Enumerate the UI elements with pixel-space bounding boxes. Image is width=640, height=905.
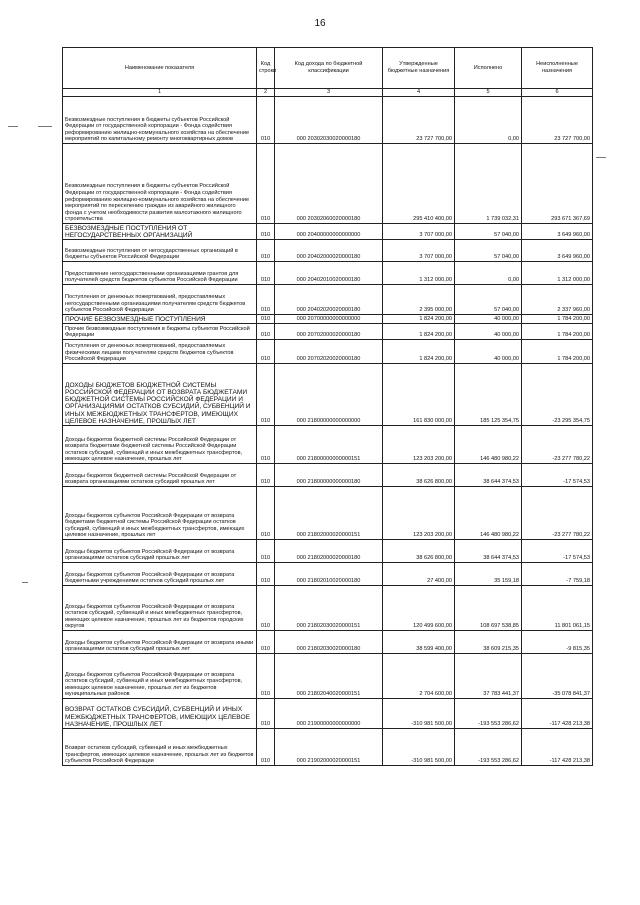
approved-cell: -310 981 500,00 [383,729,455,766]
approved-cell: 161 830 000,00 [383,364,455,426]
income-code-cell: 000 21902000020000151 [275,729,383,766]
name-cell: Доходы бюджетов бюджетной системы Российской Федерации от возврата организациями остатков субсидий прошлых лет [63,464,257,487]
unexecuted-cell: -7 759,18 [522,563,593,586]
executed-cell: 0,00 [455,262,522,285]
approved-cell: 2 704 600,00 [383,654,455,699]
line-code-cell: 010 [257,464,275,487]
name-cell: ВОЗВРАТ ОСТАТКОВ СУБСИДИЙ, СУБВЕНЦИЙ И ИНЫХ МЕЖБЮДЖЕТНЫХ ТРАНСФЕРТОВ, ИМЕЮЩИХ ЦЕЛЕВОЕ НАЗНАЧЕНИЕ, ПРОШЛЫХ ЛЕТ [63,699,257,729]
income-code-cell: 000 20400000000000000 [275,224,383,240]
unexecuted-cell: 1 784 200,00 [522,340,593,364]
name-cell: Доходы бюджетов бюджетной системы Российской Федерации от возврата бюджетами бюджетной системы Российской Федерации остатков субсидий, субвенций и иных межбюджетных трансфертов, имеющих целевое назначение, прошлых лет [63,426,257,464]
unexecuted-cell: 293 671 367,69 [522,144,593,224]
executed-cell: 108 697 538,85 [455,586,522,631]
income-code-cell: 000 21802040020000151 [275,654,383,699]
name-cell: Прочие безвозмездные поступления в бюджеты субъектов Российской Федерации [63,324,257,340]
income-code-cell: 000 20302030020000180 [275,97,383,144]
executed-cell: 38 644 374,53 [455,464,522,487]
approved-cell: 38 626 800,00 [383,464,455,487]
header-executed: Исполнено [455,48,522,89]
unexecuted-cell: -17 574,53 [522,540,593,563]
report-table [62,47,593,766]
approved-cell: 23 727 700,00 [383,97,455,144]
line-code-cell: 010 [257,699,275,729]
unexecuted-cell: -23 295 354,75 [522,364,593,426]
executed-cell: 57 040,00 [455,285,522,315]
line-code-cell: 010 [257,487,275,540]
line-code-cell: 010 [257,563,275,586]
unexecuted-cell: 11 801 061,15 [522,586,593,631]
line-code-cell: 010 [257,97,275,144]
executed-cell: 0,00 [455,97,522,144]
line-code-cell: 010 [257,240,275,262]
name-cell: Возврат остатков субсидий, субвенций и иных межбюджетных трансфертов, имеющих целевое назначение, прошлых лет из бюджетов субъектов Российской Федерации [63,729,257,766]
table-row [63,324,593,340]
table-body [63,97,593,766]
unexecuted-cell: -117 428 213,38 [522,729,593,766]
approved-cell: 38 599 400,00 [383,631,455,654]
income-code-cell: 000 21800000000000180 [275,464,383,487]
unexecuted-cell: 2 337 960,00 [522,285,593,315]
income-code-cell: 000 21802010020000180 [275,563,383,586]
table-row [63,144,593,224]
name-cell: Доходы бюджетов субъектов Российской Федерации от возврата остатков субсидий, субвенций и иных межбюджетных трансфертов, имеющих целевое назначение, прошлых лет из бюджетов муниципальных районов [63,654,257,699]
unexecuted-cell: -117 428 213,38 [522,699,593,729]
approved-cell: 1 824 200,00 [383,340,455,364]
income-code-cell: 000 20402010020000180 [275,262,383,285]
unexecuted-cell: 1 784 200,00 [522,324,593,340]
header-name: Наименование показателя [63,48,257,89]
executed-cell: 35 159,18 [455,563,522,586]
line-code-cell: 010 [257,340,275,364]
unexecuted-cell: 1 784 200,00 [522,315,593,324]
table-header [63,48,593,97]
table-row [63,426,593,464]
column-number: 2 [257,89,275,97]
column-number: 6 [522,89,593,97]
column-number: 3 [275,89,383,97]
line-code-cell: 010 [257,144,275,224]
executed-cell: -193 553 286,62 [455,699,522,729]
column-numbers-row [63,89,593,97]
header-approved: Утвержденные бюджетные назначения [383,48,455,89]
line-code-cell: 010 [257,586,275,631]
name-cell: Доходы бюджетов субъектов Российской Федерации от возврата иными организациями остатков субсидий прошлых лет [63,631,257,654]
unexecuted-cell: -9 815,35 [522,631,593,654]
income-code-cell: 000 21800000000000000 [275,364,383,426]
approved-cell: 27 400,00 [383,563,455,586]
executed-cell: 185 125 354,75 [455,364,522,426]
column-number: 1 [63,89,257,97]
unexecuted-cell: -17 574,53 [522,464,593,487]
column-number: 4 [383,89,455,97]
executed-cell: 146 480 980,22 [455,426,522,464]
table-row [63,487,593,540]
scan-mark [38,126,52,127]
unexecuted-cell: 3 649 960,00 [522,224,593,240]
table-row [63,240,593,262]
approved-cell: 38 626 800,00 [383,540,455,563]
approved-cell: 2 395 000,00 [383,285,455,315]
income-code-cell: 000 20402020020000180 [275,285,383,315]
line-code-cell: 010 [257,729,275,766]
income-code-cell: 000 21802030020000180 [275,631,383,654]
approved-cell: 1 312 000,00 [383,262,455,285]
line-code-cell: 010 [257,364,275,426]
table-row [63,315,593,324]
approved-cell: 1 824 200,00 [383,315,455,324]
table-row [63,654,593,699]
column-number: 5 [455,89,522,97]
table-row [63,97,593,144]
line-code-cell: 010 [257,315,275,324]
income-code-cell: 000 21802000020000151 [275,487,383,540]
executed-cell: 38 609 215,35 [455,631,522,654]
name-cell: Предоставление негосударственными организациями грантов для получателей средств бюджетов субъектов Российской Федерации [63,262,257,285]
income-code-cell: 000 21802030020000151 [275,586,383,631]
executed-cell: -193 553 286,62 [455,729,522,766]
approved-cell: 1 824 200,00 [383,324,455,340]
name-cell: БЕЗВОЗМЕЗДНЫЕ ПОСТУПЛЕНИЯ ОТ НЕГОСУДАРСТВЕННЫХ ОРГАНИЗАЦИЙ [63,224,257,240]
name-cell: Поступления от денежных пожертвований, предоставляемых негосударственными организациями получателям средств бюджетов субъектов Российской Федерации [63,285,257,315]
name-cell: Доходы бюджетов субъектов Российской Федерации от возврата бюджетными учреждениями остатков субсидий прошлых лет [63,563,257,586]
table-row [63,285,593,315]
table-row [63,699,593,729]
name-cell: Доходы бюджетов субъектов Российской Федерации от возврата организациями остатков субсидий прошлых лет [63,540,257,563]
table-row [63,340,593,364]
name-cell: Поступления от денежных пожертвований, предоставляемых физическими лицами получателям средств бюджетов субъектов Российской Федерации [63,340,257,364]
header-income-code: Код дохода по бюджетной классификации [275,48,383,89]
executed-cell: 40 000,00 [455,324,522,340]
executed-cell: 40 000,00 [455,315,522,324]
name-cell: Безвозмездные поступления в бюджеты субъектов Российской Федерации от государственной корпорации - Фонда содействия реформированию жилищно-коммунального хозяйства на обеспечение мероприятий по капитальному ремонту многоквартирных домов [63,97,257,144]
income-code-cell: 000 21900000000000000 [275,699,383,729]
name-cell: Безвозмездные поступления от негосударственных организаций в бюджеты субъектов Российской Федерации [63,240,257,262]
table-row [63,586,593,631]
name-cell: Безвозмездные поступления в бюджеты субъектов Российской Федерации от государственной корпорации - Фонда содействия реформированию жилищно-коммунального хозяйства на обеспечение мероприятий по переселению граждан из аварийного жилищного фонда с учетом необходимости развития малоэтажного жилищного строительства [63,144,257,224]
table-row [63,563,593,586]
unexecuted-cell: 3 649 960,00 [522,240,593,262]
approved-cell: 123 203 200,00 [383,487,455,540]
executed-cell: 57 040,00 [455,224,522,240]
executed-cell: 40 000,00 [455,340,522,364]
header-unexecuted: Неисполненные назначения [522,48,593,89]
income-code-cell: 000 20302060020000180 [275,144,383,224]
scan-mark [596,157,606,158]
line-code-cell: 010 [257,654,275,699]
unexecuted-cell: -35 078 841,37 [522,654,593,699]
scan-mark [8,126,18,127]
income-code-cell: 000 20700000000000000 [275,315,383,324]
table-row [63,540,593,563]
line-code-cell: 010 [257,324,275,340]
table-row [63,729,593,766]
name-cell: Доходы бюджетов субъектов Российской Федерации от возврата остатков субсидий, субвенций и иных межбюджетных трансфертов, имеющих целевое назначение, прошлых лет из бюджетов городских округов [63,586,257,631]
table-row [63,224,593,240]
table-row [63,631,593,654]
approved-cell: -310 981 500,00 [383,699,455,729]
approved-cell: 123 203 200,00 [383,426,455,464]
line-code-cell: 010 [257,540,275,563]
income-code-cell: 000 20702020020000180 [275,340,383,364]
income-code-cell: 000 21800000000000151 [275,426,383,464]
table-row [63,364,593,426]
name-cell: ПРОЧИЕ БЕЗВОЗМЕЗДНЫЕ ПОСТУПЛЕНИЯ [63,315,257,324]
approved-cell: 3 707 000,00 [383,240,455,262]
executed-cell: 37 783 441,37 [455,654,522,699]
line-code-cell: 010 [257,285,275,315]
executed-cell: 57 040,00 [455,240,522,262]
executed-cell: 38 644 374,53 [455,540,522,563]
name-cell: ДОХОДЫ БЮДЖЕТОВ БЮДЖЕТНОЙ СИСТЕМЫ РОССИЙСКОЙ ФЕДЕРАЦИИ ОТ ВОЗВРАТА БЮДЖЕТАМИ БЮДЖЕТНОЙ СИСТЕМЫ РОССИЙСКОЙ ФЕДЕРАЦИИ И ОРГАНИЗАЦИЯМИ ОСТАТКОВ СУБСИДИЙ, СУБВЕНЦИЙ И ИНЫХ МЕЖБЮДЖЕТНЫХ ТРАНСФЕРТОВ, ИМЕЮЩИХ ЦЕЛЕВОЕ НАЗНАЧЕНИЕ, ПРОШЛЫХ ЛЕТ [63,364,257,426]
approved-cell: 120 499 600,00 [383,586,455,631]
header-line-code: Код строки [257,48,275,89]
unexecuted-cell: -23 277 780,22 [522,426,593,464]
executed-cell: 1 739 032,31 [455,144,522,224]
scan-mark [22,582,28,583]
executed-cell: 146 480 980,22 [455,487,522,540]
approved-cell: 295 410 400,00 [383,144,455,224]
unexecuted-cell: -23 277 780,22 [522,487,593,540]
line-code-cell: 010 [257,262,275,285]
line-code-cell: 010 [257,631,275,654]
page-number: 16 [314,18,326,29]
approved-cell: 3 707 000,00 [383,224,455,240]
income-code-cell: 000 20402000020000180 [275,240,383,262]
line-code-cell: 010 [257,426,275,464]
table-row [63,262,593,285]
income-code-cell: 000 21802000020000180 [275,540,383,563]
unexecuted-cell: 23 727 700,00 [522,97,593,144]
unexecuted-cell: 1 312 000,00 [522,262,593,285]
income-code-cell: 000 20702000020000180 [275,324,383,340]
table-row [63,464,593,487]
name-cell: Доходы бюджетов субъектов Российской Федерации от возврата бюджетами бюджетной системы Российской Федерации остатков субсидий, субвенций и иных межбюджетных трансфертов, имеющих целевое назначение, прошлых лет [63,487,257,540]
line-code-cell: 010 [257,224,275,240]
